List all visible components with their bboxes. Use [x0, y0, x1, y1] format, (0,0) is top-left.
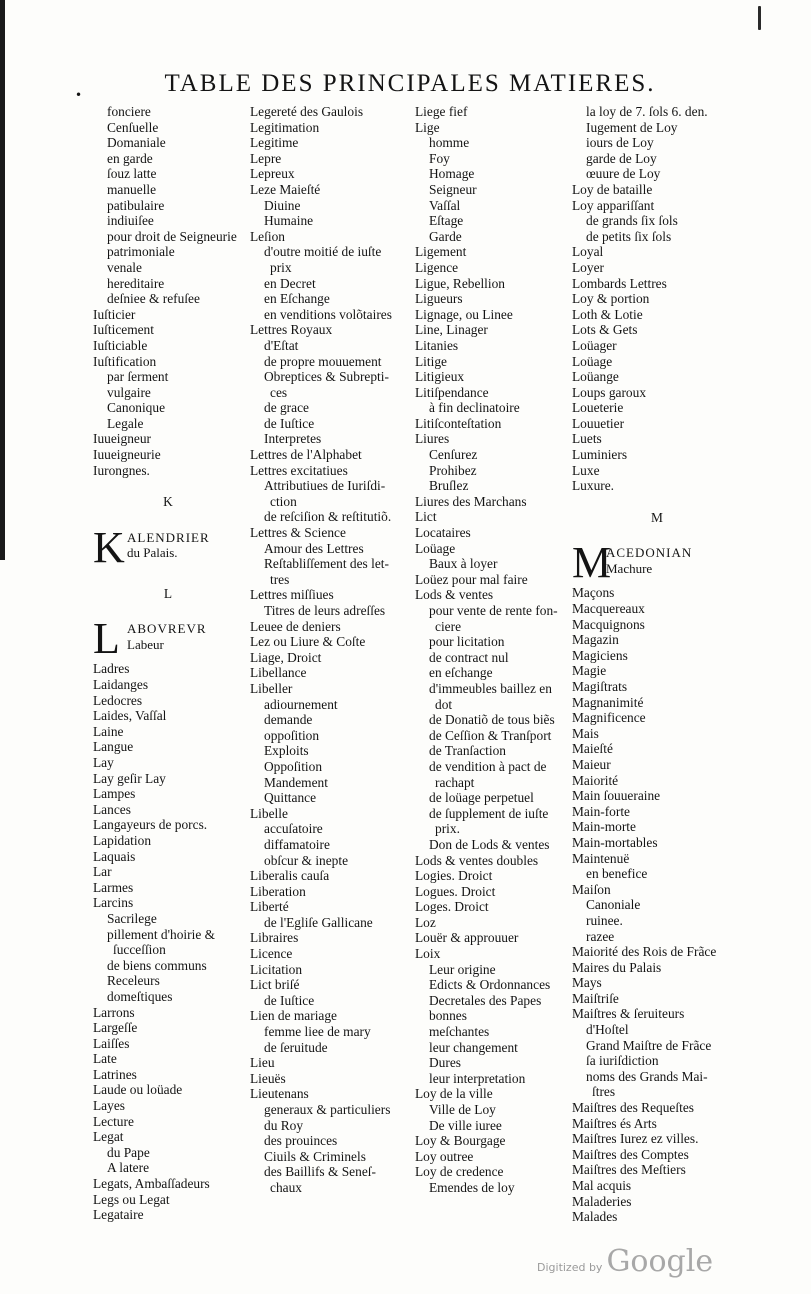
- index-entry: indiuiſee: [107, 213, 154, 229]
- index-entry: Loth & Lotie: [572, 306, 643, 322]
- index-entry: Libeller: [250, 680, 293, 696]
- index-entry: Edicts & Ordonnances: [429, 977, 551, 993]
- footer-prefix: Digitized by: [537, 1261, 603, 1274]
- index-entry: Liures des Marchans: [415, 493, 527, 509]
- index-entry: manuelle: [107, 181, 157, 197]
- index-entry: rachapt: [435, 774, 475, 790]
- index-entry: Lay: [93, 755, 114, 770]
- index-entry: Legereté des Gaulois: [250, 104, 364, 119]
- index-entry: Louër & approuuer: [415, 930, 519, 946]
- index-entry: Lecture: [93, 1113, 134, 1129]
- index-entry: en Decret: [264, 275, 316, 291]
- index-entry: Foy: [429, 150, 450, 166]
- index-entry: Garde: [429, 228, 462, 244]
- index-entry: Maiorité: [572, 772, 619, 788]
- index-entry: de propre mouuement: [264, 353, 382, 369]
- index-entry: prix.: [435, 821, 460, 837]
- drop-cap: M: [572, 538, 612, 588]
- index-entry: Loyal: [572, 244, 604, 260]
- index-entry: Malades: [572, 1209, 618, 1225]
- index-entry: Lieutenans: [250, 1086, 309, 1102]
- index-entry: Mal acquis: [572, 1178, 632, 1193]
- index-entry: Canonique: [107, 400, 166, 416]
- index-entry: Loz: [415, 914, 436, 930]
- index-column-3: [415, 104, 571, 1196]
- index-entry: Laine: [93, 723, 124, 739]
- index-column-4: [572, 104, 742, 1225]
- index-entry: d'outre moitié de iuſte: [264, 244, 382, 260]
- index-entry: Liberation: [250, 883, 306, 899]
- index-entry: Ladres: [93, 661, 130, 677]
- section-opening: [572, 538, 742, 588]
- index-entry: Loy outree: [415, 1148, 474, 1164]
- index-entry: domeſtiques: [107, 988, 173, 1004]
- index-entry: Lampes: [93, 786, 136, 802]
- index-entry: de grace: [264, 400, 309, 416]
- index-entry: accuſatoire: [264, 821, 323, 837]
- index-entry: Litanies: [415, 337, 459, 353]
- index-entry: pillement d'hoirie &: [107, 926, 216, 942]
- index-entry: Luets: [572, 431, 602, 447]
- index-entry: Diuine: [264, 197, 301, 213]
- section-letter: M: [651, 509, 663, 525]
- index-entry: ſa iuriſdiction: [586, 1053, 659, 1069]
- index-entry: Cenſurez: [429, 447, 478, 463]
- page-edge-mark: [758, 6, 761, 30]
- index-entry: Emendes de loy: [429, 1179, 515, 1195]
- index-entry: Lettres excitatiues: [250, 462, 348, 478]
- index-entry: Ligue, Rebellion: [415, 275, 505, 291]
- section-letter: L: [163, 585, 173, 601]
- index-entry: Ledocres: [93, 692, 143, 708]
- index-entry: Lods & ventes doubles: [415, 852, 539, 868]
- index-entry: Main-mortables: [572, 834, 658, 850]
- index-entry: Legataire: [93, 1207, 144, 1223]
- index-entry: vulgaire: [107, 384, 151, 400]
- index-entry: Legs ou Legat: [93, 1191, 170, 1207]
- index-entry: fonciere: [107, 104, 151, 119]
- index-entry: Legat: [93, 1129, 124, 1145]
- index-entry: ciere: [435, 618, 462, 634]
- index-entry: Langue: [93, 739, 134, 755]
- index-entry: Liberalis cauſa: [250, 868, 330, 884]
- index-entry: Loüange: [572, 369, 619, 385]
- index-entry: Baux à loyer: [429, 556, 498, 572]
- index-entry: Lettres de l'Alphabet: [250, 447, 362, 463]
- index-entry: Leur origine: [429, 961, 496, 977]
- index-entry: Iuſticement: [93, 322, 154, 338]
- index-entry: Late: [93, 1051, 117, 1067]
- index-entry: Mays: [572, 975, 602, 991]
- page-edge-left: [0, 0, 5, 560]
- index-entry: à fin declinatoire: [429, 400, 520, 416]
- index-entry: Laiſſes: [93, 1035, 130, 1051]
- index-entry: Laidanges: [93, 677, 149, 693]
- index-entry: Quittance: [264, 790, 317, 806]
- index-entry: ction: [270, 493, 297, 509]
- index-entry: Litiſconteſtation: [415, 415, 502, 431]
- index-entry: Loy de credence: [415, 1164, 504, 1180]
- index-entry: Loy appariſſant: [572, 197, 655, 213]
- index-entry: Homage: [429, 166, 475, 182]
- index-entry: Lances: [93, 801, 131, 817]
- index-entry: Magiciens: [572, 647, 628, 663]
- index-column-2: [250, 104, 410, 1196]
- index-entry: en venditions volõtaires: [264, 306, 392, 322]
- index-entry: Libelle: [250, 805, 288, 821]
- index-entry: par ſerment: [107, 369, 169, 385]
- index-entry: Lettres miſſiues: [250, 587, 334, 603]
- index-entry: en benefice: [586, 866, 648, 882]
- index-entry: Iuſticiable: [93, 337, 148, 353]
- index-entry: leur changement: [429, 1039, 518, 1055]
- index-entry: Legale: [107, 415, 144, 431]
- index-entry: Decretales des Papes: [429, 992, 542, 1008]
- index-entry: Maiſtres & ſeruiteurs: [572, 1006, 685, 1022]
- index-entry: Labeur: [127, 637, 164, 653]
- index-entry: Maiſtres des Meſtiers: [572, 1162, 686, 1178]
- index-entry: de Tranſaction: [429, 743, 506, 759]
- index-entry: Machure: [606, 561, 653, 577]
- index-entry: Iugement de Loy: [586, 119, 678, 135]
- index-entry: de ſupplement de iuſte: [429, 805, 549, 821]
- index-entry: Laude ou loüade: [93, 1082, 183, 1098]
- drop-cap-word: ALENDRIER: [127, 529, 210, 545]
- index-entry: Loyer: [572, 259, 604, 275]
- index-entry: Loüager: [572, 337, 617, 353]
- index-entry: Maieſté: [572, 741, 613, 757]
- index-entry: femme liee de mary: [264, 1024, 371, 1040]
- index-entry: Reſtabliſſement des let-: [264, 556, 389, 572]
- index-entry: de l'Egliſe Gallicane: [264, 914, 373, 930]
- index-entry: Obreptices & Subrepti-: [264, 369, 389, 385]
- index-entry: Ligement: [415, 244, 467, 260]
- index-entry: Lettres Royaux: [250, 322, 333, 338]
- index-entry: ruinee.: [586, 912, 623, 928]
- index-entry: Prohibez: [429, 462, 477, 478]
- index-entry: de ſeruitude: [264, 1039, 328, 1055]
- index-entry: de petits ſix ſols: [586, 228, 672, 244]
- index-entry: Maiſtriſe: [572, 990, 619, 1006]
- index-entry: Libellance: [250, 665, 307, 681]
- index-entry: pour vente de rente fon-: [429, 603, 558, 618]
- index-entry: venale: [107, 259, 142, 275]
- index-entry: Don de Lods & ventes: [429, 836, 550, 852]
- index-entry: Interpretes: [264, 431, 322, 447]
- index-entry: Maiſtres Iurez ez villes.: [572, 1131, 699, 1147]
- index-entry: Maiſtres des Requeſtes: [572, 1100, 694, 1116]
- index-entry: du Roy: [264, 1117, 304, 1133]
- index-entry: demande: [264, 712, 313, 728]
- index-entry: Laides, Vaſſal: [93, 708, 167, 724]
- index-entry: Humaine: [264, 213, 314, 229]
- index-entry: Layes: [93, 1098, 125, 1114]
- index-entry: Latrines: [93, 1066, 137, 1082]
- index-entry: de loüage perpetuel: [429, 790, 534, 806]
- index-entry: Litiſpendance: [415, 384, 489, 400]
- index-entry: Iuſtification: [93, 353, 157, 369]
- drop-cap: K: [93, 522, 125, 572]
- index-entry: Larmes: [93, 879, 134, 895]
- index-entry: Lignage, ou Linee: [415, 306, 513, 322]
- index-entry: Lettres & Science: [250, 525, 346, 541]
- index-entry: la loy de 7. ſols 6. den.: [586, 104, 708, 119]
- index-entry: Receleurs: [107, 973, 160, 989]
- index-entry: Legitime: [250, 135, 299, 151]
- index-entry: Bruſlez: [429, 478, 469, 494]
- index-entry: leur interpretation: [429, 1070, 526, 1086]
- index-entry: diffamatoire: [264, 836, 330, 852]
- index-entry: Loy & Bourgage: [415, 1133, 506, 1149]
- index-entry: Maçons: [572, 585, 615, 601]
- index-entry: meſchantes: [429, 1024, 490, 1040]
- index-entry: Luminiers: [572, 447, 628, 463]
- index-entry: Loüage: [415, 540, 456, 556]
- index-entry: homme: [429, 135, 470, 151]
- index-entry: de reſciſion & reſtitutiõ.: [264, 509, 392, 525]
- index-entry: Oppoſition: [264, 758, 323, 774]
- drop-cap: L: [93, 614, 120, 664]
- index-entry: Loueterie: [572, 400, 624, 416]
- index-entry: Louuetier: [572, 415, 625, 431]
- index-entry: Lez ou Liure & Coſte: [250, 634, 366, 650]
- index-entry: patibulaire: [107, 197, 165, 213]
- index-entry: Ville de Loy: [429, 1102, 496, 1117]
- index-entry: en eſchange: [429, 665, 493, 681]
- index-entry: Sacrilege: [107, 910, 157, 926]
- index-entry: Logies. Droict: [415, 868, 493, 884]
- index-entry: Loüez pour mal faire: [415, 571, 528, 587]
- index-entry: Liures: [415, 431, 450, 447]
- index-entry: Vaſſal: [429, 197, 461, 213]
- index-entry: de vendition à pact de: [429, 758, 547, 774]
- index-entry: Loges. Droict: [415, 899, 489, 915]
- index-entry: Grand Maiſtre de Frãce: [586, 1037, 712, 1053]
- index-entry: Larcins: [93, 895, 134, 911]
- index-entry: de contract nul: [429, 649, 509, 665]
- index-entry: hereditaire: [107, 275, 165, 291]
- index-entry: Loüage: [572, 353, 613, 369]
- index-entry: Domaniale: [107, 135, 166, 151]
- index-entry: Liberté: [250, 899, 289, 915]
- section-opening: [93, 614, 243, 664]
- index-entry: de Donatiõ de tous biẽs: [429, 712, 555, 728]
- index-entry: d'immeubles baillez en: [429, 680, 552, 696]
- index-entry: garde de Loy: [586, 150, 657, 166]
- index-entry: d'Hoſtel: [586, 1022, 629, 1038]
- index-entry: Lepre: [250, 150, 282, 166]
- index-entry: Lots & Gets: [572, 322, 638, 338]
- index-entry: A latere: [107, 1160, 150, 1176]
- section-opening: [93, 522, 243, 572]
- index-entry: œuure de Loy: [586, 166, 661, 182]
- index-entry: Luxure.: [572, 478, 615, 494]
- index-entry: Maieur: [572, 756, 611, 772]
- index-entry: Maladeries: [572, 1193, 632, 1209]
- index-entry: noms des Grands Mai-: [586, 1068, 708, 1084]
- index-entry: pour licitation: [429, 634, 505, 650]
- index-entry: Licence: [250, 946, 293, 962]
- index-entry: Lar: [93, 864, 112, 880]
- index-entry: ces: [270, 384, 288, 400]
- index-entry: Loy & portion: [572, 291, 650, 307]
- index-entry: Mais: [572, 725, 599, 741]
- index-entry: Largeſſe: [93, 1020, 138, 1036]
- index-entry: des prouinces: [264, 1133, 338, 1149]
- index-entry: de Iuſtice: [264, 415, 315, 431]
- index-entry: Liage, Droict: [250, 649, 322, 665]
- index-entry: Laquais: [93, 848, 136, 864]
- index-entry: Libraires: [250, 930, 299, 946]
- index-entry: Exploits: [264, 743, 309, 759]
- index-entry: d'Eſtat: [264, 337, 299, 353]
- index-entry: Loy de la ville: [415, 1086, 493, 1102]
- index-entry: Magiſtrats: [572, 679, 628, 694]
- index-entry: Lien de mariage: [250, 1008, 337, 1024]
- index-entry: Lict: [415, 509, 437, 525]
- index-entry: Larrons: [93, 1004, 135, 1020]
- index-entry: Dures: [429, 1055, 461, 1071]
- index-entry: de Ceſſion & Tranſport: [429, 727, 552, 743]
- index-entry: Lict briſé: [250, 977, 300, 993]
- index-entry: Lapidation: [93, 832, 152, 848]
- index-entry: Macquereaux: [572, 601, 645, 617]
- index-entry: Ciuils & Criminels: [264, 1148, 366, 1164]
- index-entry: dot: [435, 696, 453, 712]
- index-entry: Loix: [415, 946, 441, 962]
- index-entry: Main-forte: [572, 803, 631, 819]
- index-entry: Main ſouueraine: [572, 788, 661, 804]
- index-entry: ſtres: [592, 1084, 616, 1100]
- index-entry: du Palais.: [127, 545, 178, 561]
- index-entry: Iurongnes.: [93, 462, 150, 478]
- index-entry: Leze Maieſté: [250, 181, 321, 197]
- index-entry: Attributiues de Iuriſdi-: [264, 478, 386, 494]
- index-entry: Lieuës: [250, 1070, 286, 1086]
- index-entry: Seigneur: [429, 181, 477, 197]
- google-logo: Google: [606, 1244, 714, 1279]
- index-entry: tres: [270, 571, 290, 587]
- index-entry: De ville iuree: [429, 1117, 502, 1133]
- index-entry: Licitation: [250, 961, 303, 977]
- index-entry: Lieu: [250, 1055, 275, 1071]
- index-entry: Litige: [415, 353, 447, 369]
- index-entry: Liege fief: [415, 104, 468, 119]
- index-entry: en garde: [107, 150, 153, 166]
- index-entry: Maiſtres és Arts: [572, 1115, 657, 1131]
- index-entry: Leſion: [250, 228, 285, 244]
- index-entry: ſouz latte: [107, 166, 157, 182]
- index-entry: patrimoniale: [107, 244, 175, 260]
- index-entry: Eſtage: [429, 213, 464, 229]
- index-entry: Lepreux: [250, 166, 295, 182]
- index-entry: Loups garoux: [572, 384, 647, 400]
- index-entry: Iuſticier: [93, 306, 136, 322]
- index-entry: Cenſuelle: [107, 119, 159, 135]
- index-entry: Locataires: [415, 525, 471, 541]
- index-entry: Maintenuë: [572, 850, 630, 866]
- index-entry: de biens communs: [107, 957, 207, 973]
- bullet-mark: •: [75, 88, 83, 102]
- index-entry: iours de Loy: [586, 135, 654, 151]
- index-entry: de grands ſix ſols: [586, 213, 678, 229]
- index-entry: du Pape: [107, 1144, 150, 1160]
- index-entry: adiournement: [264, 696, 338, 712]
- index-entry: des Baillifs & Seneſ-: [264, 1164, 376, 1180]
- index-entry: Magie: [572, 663, 607, 679]
- index-entry: Maiſtres des Comptes: [572, 1146, 689, 1162]
- index-entry: Lombards Lettres: [572, 275, 667, 291]
- index-entry: Legitimation: [250, 119, 320, 135]
- index-entry: Ligence: [415, 259, 459, 275]
- index-entry: Maiorité des Rois de Frãce: [572, 944, 717, 960]
- section-letter: K: [163, 494, 173, 510]
- index-entry: Lods & ventes: [415, 587, 494, 603]
- index-entry: Litigieux: [415, 369, 465, 385]
- drop-cap-word: ABOVREVR: [127, 621, 207, 637]
- index-entry: Magazin: [572, 632, 619, 648]
- index-entry: Titres de leurs adreſſes: [264, 603, 386, 618]
- drop-cap-word: ACEDONIAN: [606, 545, 693, 561]
- index-entry: Langayeurs de porcs.: [93, 817, 208, 833]
- index-entry: obſcur & inepte: [264, 852, 349, 868]
- digitized-footer: [537, 1244, 713, 1279]
- index-entry: en Eſchange: [264, 291, 330, 307]
- index-entry: prix: [270, 259, 292, 275]
- index-entry: Logues. Droict: [415, 883, 496, 899]
- index-entry: Legats, Ambaſſadeurs: [93, 1176, 210, 1192]
- index-column-1: [93, 104, 243, 1223]
- index-entry: Ligueurs: [415, 291, 463, 307]
- index-entry: Leuee de deniers: [250, 618, 341, 634]
- index-entry: Magnanimité: [572, 694, 644, 710]
- index-entry: Magnificence: [572, 710, 646, 726]
- index-entry: Lige: [415, 119, 440, 135]
- index-entry: Iuueigneur: [93, 431, 152, 447]
- index-entry: Maires du Palais: [572, 959, 662, 975]
- index-entry: Macquignons: [572, 616, 645, 632]
- index-entry: Lay geſir Lay: [93, 770, 166, 786]
- index-entry: Iuueigneurie: [93, 447, 161, 463]
- index-entry: Mandement: [264, 774, 328, 790]
- index-entry: Maiſon: [572, 881, 611, 897]
- index-entry: Line, Linager: [415, 322, 488, 338]
- index-entry: Canoniale: [586, 897, 641, 913]
- index-entry: chaux: [270, 1179, 302, 1195]
- index-entry: de Iuſtice: [264, 992, 315, 1008]
- index-entry: ſucceſſion: [113, 942, 166, 958]
- index-entry: deſniee & refuſee: [107, 291, 200, 307]
- index-entry: Main-morte: [572, 819, 636, 835]
- index-entry: Amour des Lettres: [264, 540, 364, 556]
- index-entry: bonnes: [429, 1008, 467, 1024]
- index-entry: oppoſition: [264, 727, 320, 743]
- index-entry: razee: [586, 928, 615, 944]
- index-entry: pour droit de Seigneurie: [107, 228, 237, 244]
- index-entry: generaux & particuliers: [264, 1102, 391, 1117]
- index-entry: Luxe: [572, 462, 600, 478]
- page-title: TABLE DES PRINCIPALES MATIERES.: [164, 70, 656, 97]
- index-entry: Loy de bataille: [572, 181, 653, 197]
